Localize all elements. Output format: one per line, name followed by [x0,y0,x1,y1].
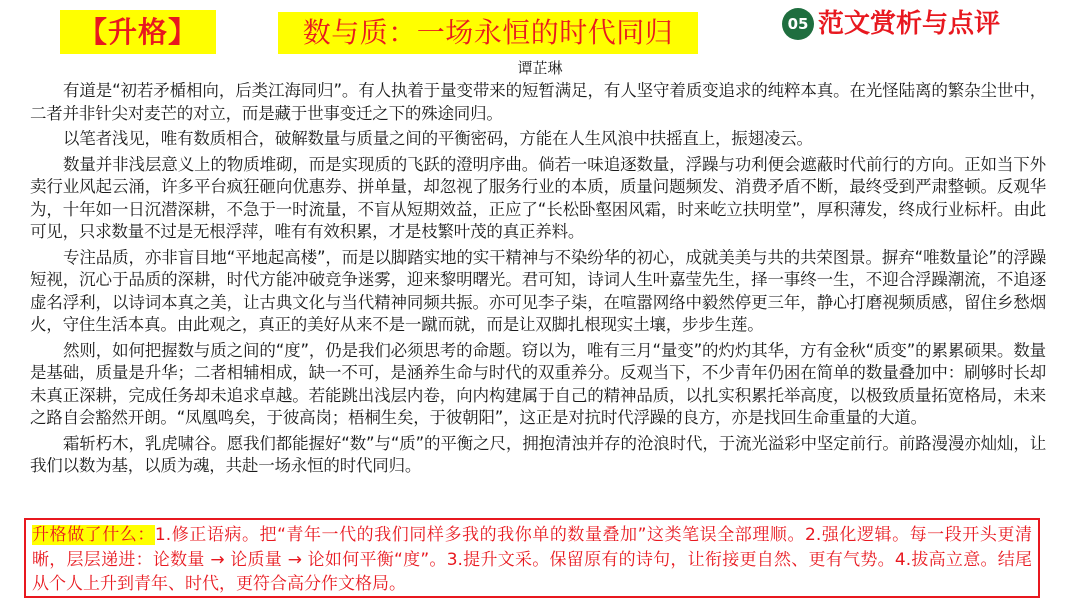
upgrade-comment-box [24,518,1040,598]
essay-paragraph: 然则，如何把握数与质之间的“度”，仍是我们必须思考的命题。窃以为，唯有三月“量变”的灼灼其华，方有金秋“质变”的累累硕果。数量是基础，质量是升华；二者相辅相成，缺一不可，是涵养生命与时代的双重养分。反观当下，不少青年仍困在简单的数量叠加中：刷够时长却未真正深耕，完成任务却未追求卓越。若能跳出浅层内卷，向内构建属于自己的精神品质，以扎实积累托举高度，以极致质量拓宽格局，未来之路自会豁然开朗。“凤凰鸣矣，于彼高岗；梧桐生矣，于彼朝阳”，这正是对抗时代浮躁的良方，亦是找回生命重量的大道。 [30,340,1046,427]
essay-title: 数与质：一场永恒的时代同归 [278,12,698,54]
upgrade-tag: 【升格】 [60,10,216,54]
essay-paragraph: 专注品质，亦非盲目地“平地起高楼”，而是以脚踏实地的实干精神与不染纷华的初心，成就美美与共的共荣图景。摒弃“唯数量论”的浮躁短视，沉心于品质的深耕，时代方能冲破竞争迷雾，迎来黎明曙光。君可知，诗词人生叶嘉莹先生，择一事终一生，不迎合浮躁潮流，不追逐虚名浮利，以诗词本真之美，让古典文化与当代精神同频共振。亦可见李子柒，在喧嚣网络中毅然停更三年，静心打磨视频质感，留住乡愁烟火，守住生活本真。由此观之，真正的美好从来不是一蹴而就，而是让双脚扎根现实土壤，步步生莲。 [30,247,1046,334]
comment-text: 1.修正语病。把“青年一代的我们同样多我的我你单的数量叠加”这类笔误全部理顺。2.强化逻辑。每一段开头更清晰，层层递进：论数量 → 论质量 → 论如何平衡“度”。3.提升文采。保留原有的诗句，让衔接更自然、更有气势。4.拔高立意。结尾从个人上升到青年、时代，更符合高分作文格局。 [32,525,1032,594]
essay-paragraph: 以笔者浅见，唯有数质相合，破解数量与质量之间的平衡密码，方能在人生风浪中扶摇直上，振翅凌云。 [63,129,813,148]
author-name: 谭芷琳 [517,59,563,77]
comment-text-block [32,523,1032,597]
section-number-badge: 05 [782,8,814,40]
essay-body [30,80,1046,481]
essay-paragraph: 霜斩朽木，乳虎啸谷。愿我们都能握好“数”与“质”的平衡之尺，拥抱清浊并存的沧浪时代，于流光溢彩中坚定前行。前路漫漫亦灿灿，让我们以数为基，以质为魂，共赴一场永恒的时代同归。 [30,433,1046,475]
essay-paragraph: 数量并非浅层意义上的物质堆砌，而是实现质的飞跃的澄明序曲。倘若一味追逐数量，浮躁与功利便会遮蔽时代前行的方向。正如当下外卖行业风起云涌，许多平台疯狂砸向优惠券、拼单量，却忽视了服务行业的本质，质量问题频发、消费矛盾不断，最终受到严肃整顿。反观华为，十年如一日沉潜深耕，不急于一时流量，不盲从短期效益，正应了“长松卧壑困风霜，时来屹立扶明堂”，厚积薄发，终成行业标杆。由此可见，只求数量不过是无根浮萍，唯有有效积累，才是枝繁叶茂的真正养料。 [30,154,1046,241]
comment-label: 升格做了什么： [32,525,155,545]
section-title: 范文赏析与点评 [818,9,1001,39]
essay-paragraph: 有道是“初若矛楯相向，后类江海同归”。有人执着于量变带来的短暂满足，有人坚守着质变追求的纯粹本真。在光怪陆离的繁杂尘世中，二者并非针尖对麦芒的对立，而是藏于世事变迁之下的殊途同归。 [30,81,1046,123]
